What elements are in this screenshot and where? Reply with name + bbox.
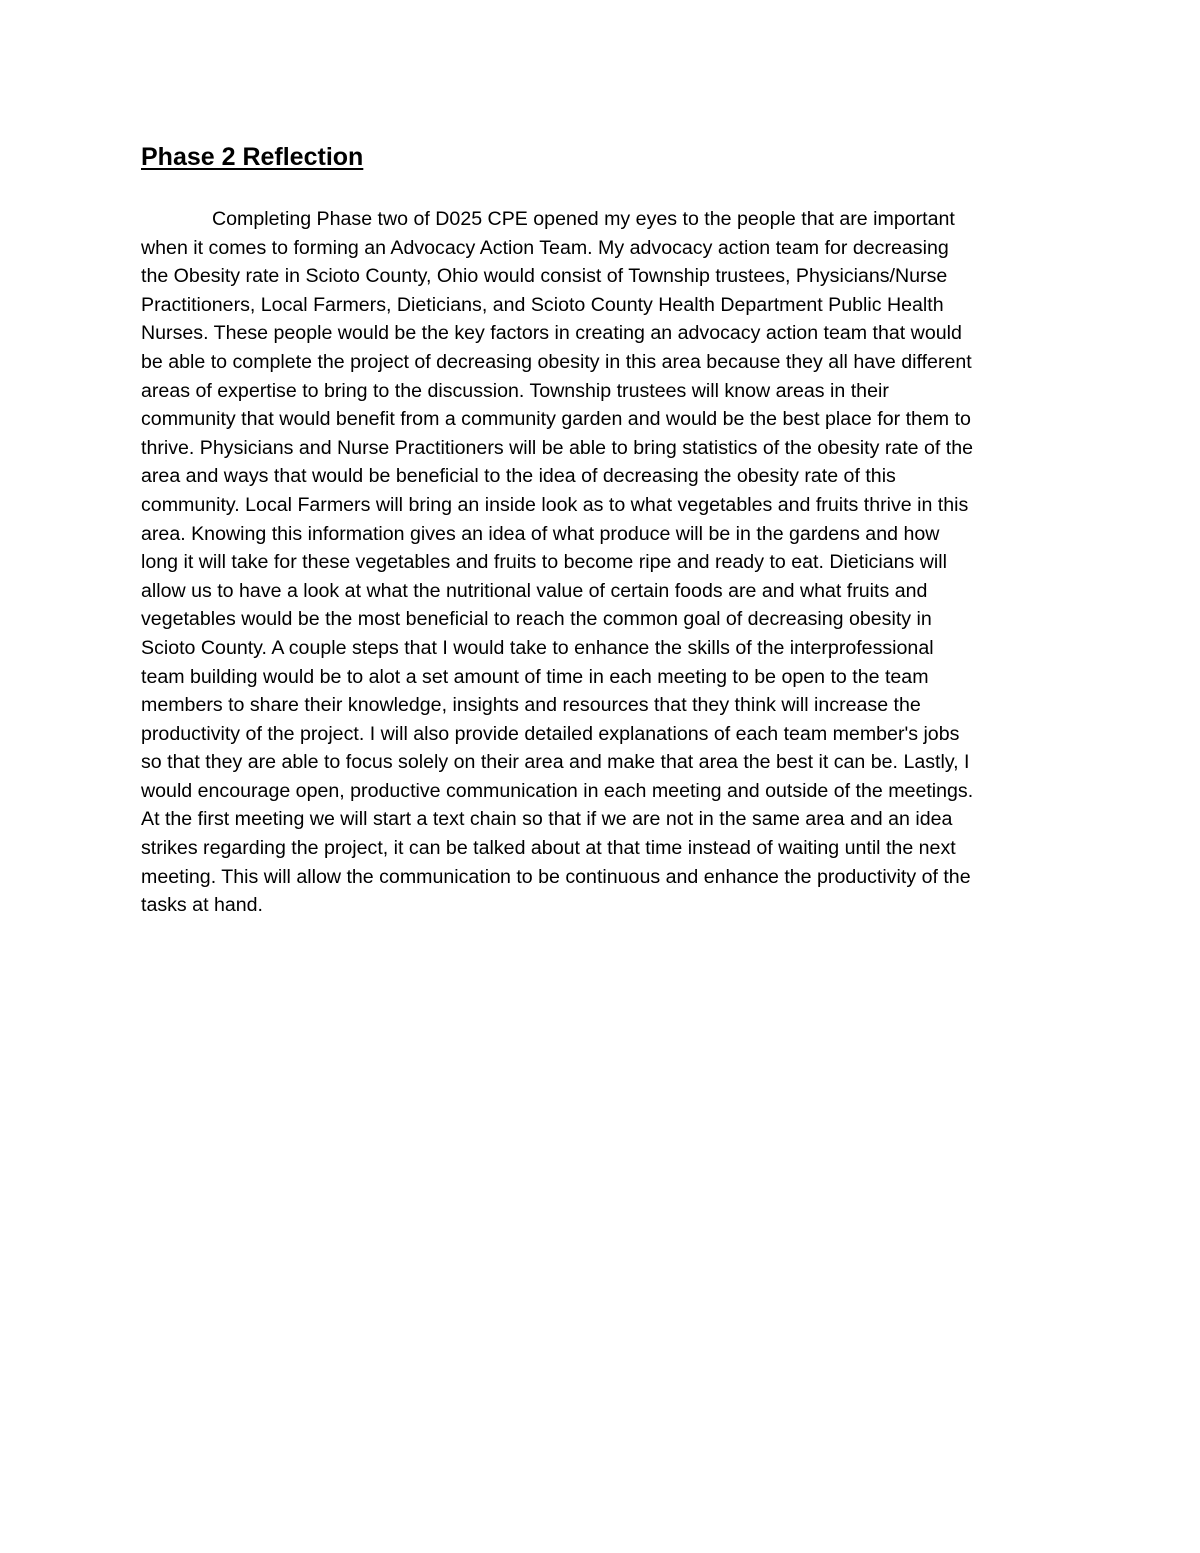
paragraph-line: members to share their knowledge, insights and resources that they think will increase the (141, 694, 921, 717)
paragraph-line: tasks at hand. (141, 894, 263, 917)
document-title: Phase 2 Reflection (141, 143, 364, 171)
paragraph-line: allow us to have a look at what the nutritional value of certain foods are and what fruits and (141, 579, 928, 602)
reflection-paragraph (141, 205, 1071, 920)
paragraph-line: when it comes to forming an Advocacy Action Team. My advocacy action team for decreasing (141, 236, 949, 259)
paragraph-line: area. Knowing this information gives an idea of what produce will be in the gardens and how (141, 522, 940, 545)
paragraph-line: Completing Phase two of D025 CPE opened my eyes to the people that are important (212, 208, 955, 230)
paragraph-line: strikes regarding the project, it can be talked about at that time instead of waiting until the next (141, 837, 956, 860)
paragraph-line: Scioto County. A couple steps that I would take to enhance the skills of the interprofessional (141, 636, 934, 659)
paragraph-line: Nurses. These people would be the key factors in creating an advocacy action team that would (141, 322, 962, 345)
paragraph-line: community that would benefit from a community garden and would be the best place for them to (141, 408, 971, 431)
paragraph-line: area and ways that would be beneficial to the idea of decreasing the obesity rate of this (141, 465, 896, 488)
paragraph-line: meeting. This will allow the communication to be continuous and enhance the productivity of the (141, 865, 971, 888)
paragraph-line: team building would be to alot a set amount of time in each meeting to be open to the team (141, 665, 929, 688)
paragraph-line: would encourage open, productive communication in each meeting and outside of the meetings. (141, 779, 974, 802)
paragraph-line: community. Local Farmers will bring an inside look as to what vegetables and fruits thrive in this (141, 493, 969, 516)
paragraph-line: thrive. Physicians and Nurse Practitioners will be able to bring statistics of the obesity rate of the (141, 436, 974, 459)
paragraph-line: so that they are able to focus solely on their area and make that area the best it can be. Lastly, I (141, 751, 970, 774)
paragraph-line: vegetables would be the most beneficial to reach the common goal of decreasing obesity in (141, 608, 932, 631)
paragraph-line: Practitioners, Local Farmers, Dieticians, and Scioto County Health Department Public Health (141, 293, 944, 316)
paragraph-line: productivity of the project. I will also provide detailed explanations of each team member's jobs (141, 722, 960, 745)
paragraph-line: the Obesity rate in Scioto County, Ohio would consist of Township trustees, Physicians/Nurse (141, 265, 948, 288)
paragraph-line: be able to complete the project of decreasing obesity in this area because they all have different (141, 350, 972, 373)
paragraph-line: At the first meeting we will start a text chain so that if we are not in the same area and an idea (141, 808, 953, 831)
paragraph-line: areas of expertise to bring to the discussion. Township trustees will know areas in their (141, 379, 889, 402)
paragraph-line: long it will take for these vegetables and fruits to become ripe and ready to eat. Dieticians will (141, 551, 947, 574)
